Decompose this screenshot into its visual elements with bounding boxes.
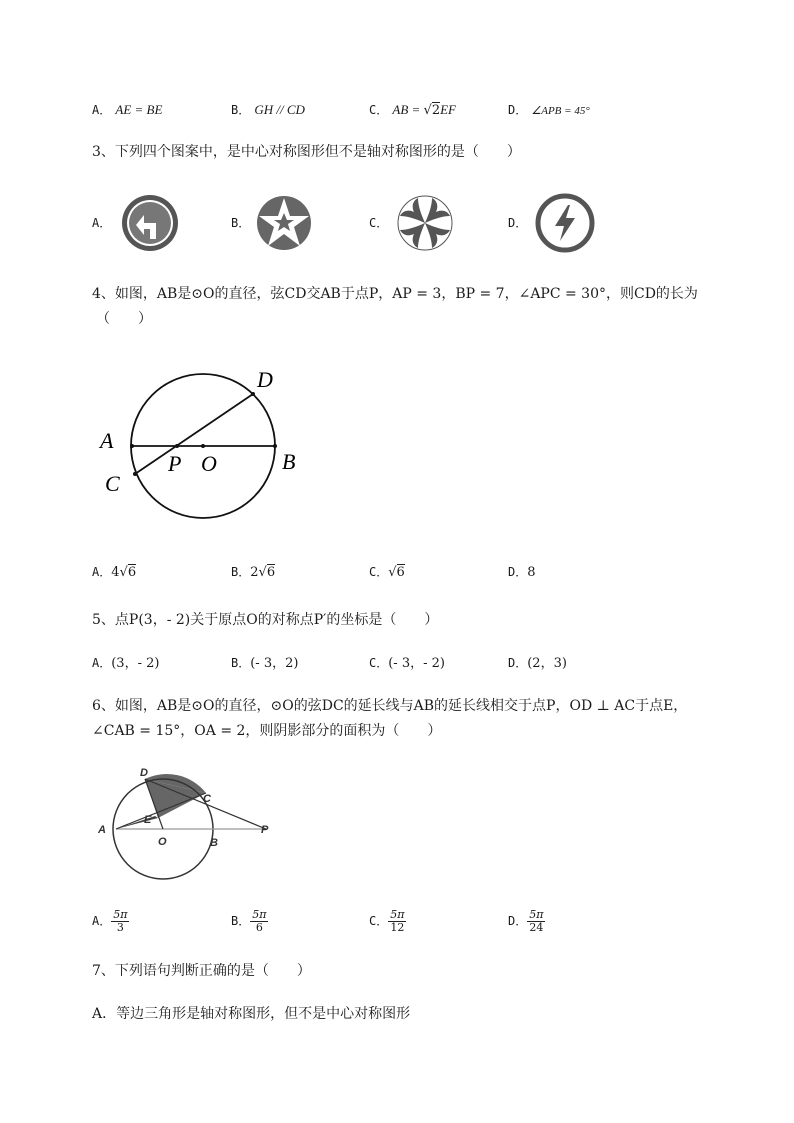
q5-stem: 5、点P(3，- 2)关于原点O的对称点P′的坐标是（ ） [92,612,439,628]
q4-stem: 4、如图，AB是⊙O的直径，弦CD交AB于点P，AP = 3，BP = 7，∠APC = 30°，则CD的长为 [92,286,698,302]
option-text: (2，3) [527,656,567,671]
option-label: D． [508,656,528,670]
q5-option-b[interactable] [231,654,298,673]
sqrt-sign: √ [388,565,397,580]
radicand: 6 [396,565,405,580]
option-label: C． [369,565,389,579]
q3-option-a[interactable] [92,214,111,233]
option-text: GH // CD [254,102,305,117]
option-label: A． [92,565,112,579]
fraction [111,909,129,934]
option-label: A． [92,216,112,230]
option-label: B． [231,656,251,670]
q2-option-a[interactable] [92,101,162,120]
q6-option-b[interactable] [231,909,268,934]
sqrt-sign: √ [119,565,128,580]
option-label: B． [231,103,251,117]
option-text: (- 3，- 2) [388,656,445,671]
option-label: C． [369,914,389,928]
coefficient: 4 [111,565,120,580]
option-label: D． [508,914,528,928]
label-o: O [201,451,217,476]
radicand: 6 [127,565,137,580]
q2-option-d[interactable] [508,101,590,120]
q6-stem-cont: ∠CAB = 15°，OA = 2，则阴影部分的面积为（ ） [92,723,442,739]
q4-option-d[interactable] [508,563,536,582]
label-p: P [168,451,182,476]
option-label: C． [369,103,389,117]
radicand: 2 [431,103,441,118]
denominator: 6 [255,921,263,934]
q2-option-c[interactable] [369,101,456,120]
q6-circle-figure [98,765,288,894]
option-label: C． [369,656,389,670]
four-petal-icon [396,194,454,256]
option-text: (3，- 2) [111,656,160,671]
option-text: 8 [527,565,536,580]
option-text: ∠APB = 45° [531,105,590,117]
q5-option-a[interactable] [92,654,159,673]
star-in-circle-icon [255,194,313,256]
denominator: 24 [529,921,544,934]
label-c: C [203,793,211,805]
q3-stem: 3、下列四个图案中，是中心对称图形但不是轴对称图形的是（ ） [92,144,521,160]
numerator: 5π [529,908,544,921]
option-label: B． [231,914,251,928]
label-b: B [210,837,218,849]
label-b: B [282,449,296,474]
sqrt-sign: √ [258,565,267,580]
option-label: D． [508,216,528,230]
q4-option-b[interactable] [231,563,275,582]
q5-option-d[interactable] [508,654,567,673]
lightning-bolt-icon [535,193,595,257]
q3-option-c[interactable] [369,214,388,233]
option-label: D． [508,103,528,117]
option-label: A． [92,656,112,670]
q4-circle-figure [95,360,335,534]
q7-stem: 7、下列语句判断正确的是（ ） [92,963,311,979]
label-p: P [261,824,269,836]
q4-option-a[interactable] [92,563,136,582]
denominator: 3 [116,921,124,934]
q4-stem-cont: （ ） [96,311,152,327]
option-label: C． [369,216,389,230]
option-label: B． [231,565,251,579]
option-label: A． [92,914,112,928]
option-text: EF [440,102,456,117]
option-text: AE = BE [115,102,163,117]
q7-option-a[interactable]: A．等边三角形是轴对称图形，但不是中心对称图形 [92,1006,411,1022]
label-a: A [100,428,114,453]
option-label: D． [508,565,528,579]
q6-stem: 6、如图，AB是⊙O的直径，⊙O的弦DC的延长线与AB的延长线相交于点P，OD ⊥ AC于点E， [92,698,688,714]
left-turn-sign-icon [120,193,180,257]
fraction [250,909,268,934]
q3-option-d[interactable] [508,214,527,233]
q2-option-b[interactable] [231,101,305,120]
q4-option-c[interactable] [369,563,405,582]
sqrt-sign: √ [423,103,432,118]
label-e: E [144,814,152,826]
chord-cd [135,394,253,474]
q6-option-c[interactable] [369,909,406,934]
option-label: A． [92,103,112,117]
option-label: B． [231,216,251,230]
q5-option-c[interactable] [369,654,445,673]
option-text: (- 3，2) [250,656,299,671]
label-c: C [105,471,120,496]
label-a: A [98,824,106,836]
q3-option-b[interactable] [231,214,250,233]
q6-option-a[interactable] [92,909,129,934]
label-o: O [158,836,167,848]
numerator: 5π [113,908,128,921]
coefficient: 2 [250,565,259,580]
fraction [388,909,406,934]
numerator: 5π [390,908,405,921]
denominator: 12 [390,921,405,934]
q6-option-d[interactable] [508,909,545,934]
label-d: D [257,367,273,392]
label-d: D [140,767,148,779]
numerator: 5π [252,908,267,921]
fraction [527,909,545,934]
radicand: 6 [266,565,276,580]
option-text: AB = [392,102,424,117]
